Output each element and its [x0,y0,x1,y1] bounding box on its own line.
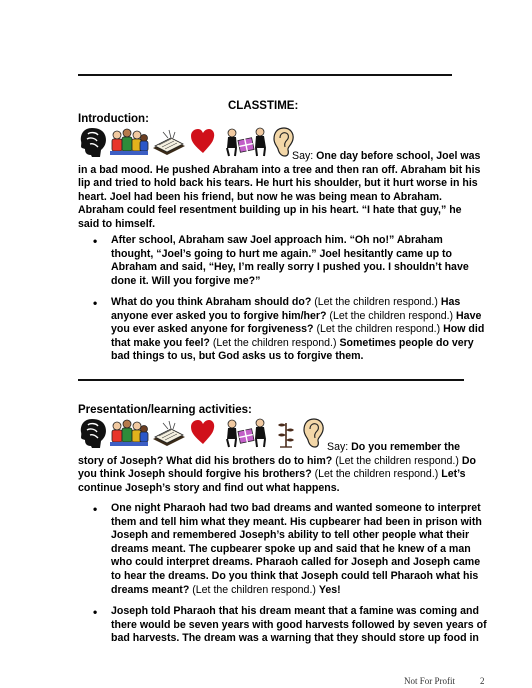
say-label: Say: [327,441,349,453]
instruction-text: (Let the children respond.) [212,336,340,349]
top-divider [78,74,452,76]
instruction-text: (Let the children respond.) [329,309,457,322]
say-label: Say: [292,150,314,162]
story-text: One night Pharaoh had two bad dreams and wanted someone to interpret them and tell him what they meant. His cupbearer had been in prison with Joseph and remembered Joseph’s ability to tell other people what their dreams meant. The cupbearer spoke up and said that he knew of a man who could interpret dreams. Pharaoh called for Joseph and Joseph came to hear the dreams. Do you think that Joseph could tell Pharaoh what his dreams meant? [111,502,482,596]
bullet-marker: • [93,234,98,248]
closing-text: Let’s continue Joseph’s story and find out what happens. [78,468,466,494]
question-text: What do you think Abraham should do? [111,296,315,308]
presentation-bullet-1 [111,502,487,597]
answer-text: Yes! [318,583,341,596]
middle-divider [78,379,464,381]
intro-paragraph [78,150,482,232]
footer-label: Not For Profit [404,676,456,686]
question-text: Have you ever asked anyone for forgiveness? [111,309,482,336]
question-text: Do you remember the story of Joseph? What did his brothers do to him? [78,441,461,467]
section-heading-presentation: Presentation/learning activities: [78,404,252,416]
intro-bullet-2 [111,296,487,364]
page-number: 2 [480,676,485,686]
presentation-bullet-2: Joseph told Pharaoh that his dream meant that a famine was coming and there would be seven years with good harvests followed by seven years of bad harvests. The dream was a warning that they should store up food in [111,605,487,645]
bullet-marker: • [93,605,98,619]
bullet-marker: • [93,502,98,516]
page-title: CLASSTIME: [228,100,299,112]
section-heading-introduction: Introduction: [78,113,149,125]
instruction-text: (Let the children respond.) [314,468,442,481]
question-text: How did that make you feel? [111,323,485,349]
question-text: Has anyone ever asked you to forgive him/her? [111,296,461,322]
instruction-text: (Let the children respond.) [192,583,319,596]
intro-bullet-1: After school, Abraham saw Joel approach him. “Oh no!” Abraham thought, “Joel’s going to hurt me again.” Joel hesitantly came up to Abraham and said, “Hey, I’m really sorry I pushed you. I shouldn’t have done it. Will you forgive me?” [111,234,469,287]
bullet-marker: • [93,296,98,310]
instruction-text: (Let the children respond.) [335,454,462,467]
instruction-text: (Let the children respond.) [314,296,441,308]
presentation-paragraph [78,441,482,495]
instruction-text: (Let the children respond.) [316,323,444,336]
intro-story-text: One day before school, Joel was in a bad mood. He pushed Abraham into a tree and then ran off. Abraham bit his lip and tried to hold back his tears. He hurt his shoulder, but it hurt worse in his heart. Joel had been his friend, but now he was being mean to Abraham. Abraham could feel resentment building up in his heart. “I hate that guy,” he said to himself. [78,150,481,230]
question-text: Do you think Joseph should forgive his brothers? [78,454,476,481]
closing-text: Sometimes people do very bad things to us, but God asks us to forgive them. [111,336,474,363]
